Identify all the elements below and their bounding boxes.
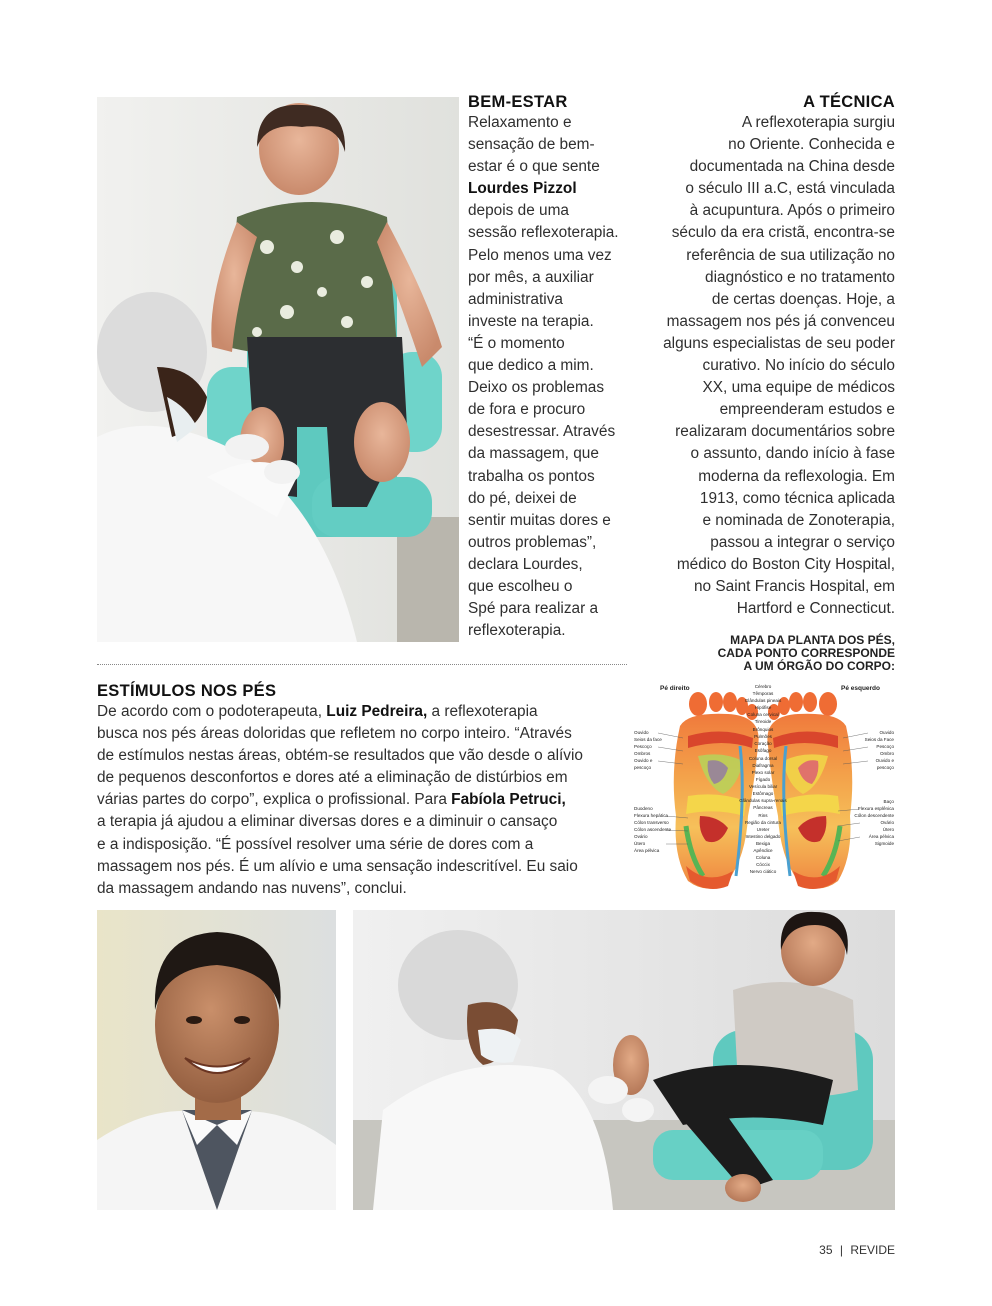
- tecnica-line: de certas doenças. Hoje, a: [711, 290, 895, 308]
- bem-estar-line-name: Lourdes Pizzol: [468, 180, 577, 198]
- organ-label: Cólon transverso: [634, 820, 669, 825]
- estimulos-body: [97, 701, 622, 900]
- organ-label: Seios da face: [634, 737, 662, 742]
- organ-label: Cólon descendente: [854, 813, 894, 818]
- organ-label: Esôfago: [754, 748, 772, 753]
- bem-estar-line: depois de uma: [468, 202, 569, 220]
- organ-label: Sigmoide: [874, 841, 894, 846]
- tecnica-line: realizaram documentários sobre: [675, 423, 895, 441]
- organ-label: Ombros: [634, 751, 651, 756]
- organ-label: Pulmões: [754, 734, 772, 739]
- bem-estar-section: [468, 93, 638, 642]
- organ-label: Cólon ascendente: [634, 827, 672, 832]
- tecnica-line: alguns especialistas de seu poder: [663, 334, 895, 352]
- tecnica-line: diagnóstico e no tratamento: [705, 268, 895, 286]
- estimulos-name-fabiola: Fabíola Petruci,: [451, 791, 566, 809]
- section-divider: [97, 664, 627, 665]
- organ-label: pescoço: [876, 765, 894, 770]
- bem-estar-line: sensação de bem-: [468, 136, 595, 154]
- magazine-name: REVIDE: [850, 1243, 895, 1257]
- estimulos-text: De acordo com o podoterapeuta,: [97, 703, 327, 720]
- organ-label: Flexura esplênica: [857, 806, 894, 811]
- bem-estar-line: “É o momento: [468, 334, 565, 352]
- foot-map-left-title: Pé direito: [660, 685, 690, 692]
- estimulos-line: e a indisposição. “É possível resolver uma série de dores com a: [97, 835, 534, 853]
- estimulos-line: a terapia já ajudou a eliminar diversas dores e a diminuir o cansaço: [97, 813, 558, 831]
- organ-label: Nervo ciático: [749, 869, 777, 874]
- organ-label: Glândulas supra-renais: [739, 798, 787, 803]
- bem-estar-line: por mês, a auxiliar: [468, 268, 594, 286]
- tecnica-line: moderna da reflexologia. Em: [698, 467, 895, 485]
- organ-label: Útero: [634, 841, 646, 846]
- organ-label: Cóccix: [756, 862, 770, 867]
- organ-label: pescoço: [634, 765, 652, 770]
- organ-label: Ouvido: [634, 730, 649, 735]
- map-caption-line: A UM ÓRGÃO DO CORPO:: [743, 659, 895, 673]
- photo-fabiola-art: [353, 910, 895, 1210]
- organ-label: Têmporas: [752, 691, 774, 696]
- bem-estar-line: que dedico a mim.: [468, 357, 594, 375]
- bem-estar-line: trabalha os pontos: [468, 467, 595, 485]
- tecnica-line: XX, uma equipe de médicos: [702, 379, 895, 397]
- bem-estar-line: do pé, deixei de: [468, 489, 577, 507]
- bem-estar-line: Pelo menos uma vez: [468, 246, 612, 264]
- tecnica-line: médico do Boston City Hospital,: [676, 555, 895, 573]
- estimulos-line: massagem nos pés. É um alívio e uma sensação indescritível. Eu saio: [97, 857, 578, 875]
- organ-label: Bexiga: [755, 841, 771, 846]
- page-number: 35: [819, 1243, 833, 1257]
- organ-label: Ouvido e: [875, 758, 894, 763]
- organ-label: Glândulas pineais: [744, 698, 782, 703]
- organ-label: Ouvido e: [634, 758, 653, 763]
- right-foot-shape: [674, 692, 759, 889]
- tecnica-line: no Oriente. Conhecida e: [728, 136, 895, 154]
- bem-estar-line: Spé para realizar a: [468, 600, 599, 618]
- bem-estar-line: Relaxamento e: [468, 114, 572, 131]
- tecnica-line: A reflexoterapia surgiu: [741, 114, 895, 131]
- organ-label: Seios da Face: [864, 737, 894, 742]
- estimulos-line: de pequenos desconfortos e dores até a eliminação de distúrbios em: [97, 769, 568, 787]
- bem-estar-line: sessão reflexoterapia.: [468, 224, 619, 242]
- organ-label: Flexura hepática: [634, 813, 668, 818]
- estimulos-line: da massagem andando nas nuvens”, conclui.: [97, 879, 407, 897]
- map-caption-line: CADA PONTO CORRESPONDE: [717, 646, 895, 660]
- left-foot-shape: [767, 692, 852, 889]
- organ-label: Ombro: [879, 751, 894, 756]
- tecnica-line: e nominada de Zonoterapia,: [702, 511, 895, 529]
- organ-label: Pescoço: [876, 744, 894, 749]
- tecnica-line: empreenderam estudos e: [719, 401, 895, 419]
- bem-estar-heading: BEM-ESTAR: [468, 93, 568, 111]
- organ-label: Rins: [758, 813, 768, 818]
- organ-label: Diafragma: [752, 763, 774, 768]
- organ-label: Ureter: [756, 827, 770, 832]
- photo-luiz-pedreira: [97, 910, 336, 1210]
- organ-label: Coluna dorsal: [748, 756, 778, 761]
- tecnica-line: o século III a.C, está vinculada: [685, 180, 895, 198]
- tecnica-line: o assunto, dando início à fase: [690, 445, 895, 463]
- organ-label: Duodeno: [634, 806, 653, 811]
- organ-label: Área pélvica: [868, 834, 894, 839]
- organ-label: Hipófise: [754, 705, 772, 710]
- organ-label: Pescoço: [634, 744, 652, 749]
- estimulos-line: [97, 701, 622, 723]
- organ-label: Plexo solar: [751, 770, 775, 775]
- organ-label: Coluna cervical: [747, 712, 779, 717]
- tecnica-line: documentada na China desde: [689, 158, 895, 176]
- reflexology-foot-map: [628, 676, 898, 900]
- map-caption: [660, 634, 895, 673]
- organ-label: Fígado: [755, 777, 771, 782]
- organ-label: Vesícula biliar: [748, 784, 778, 789]
- bem-estar-line: investe na terapia.: [468, 312, 594, 330]
- organ-label: Útero: [882, 827, 894, 832]
- foot-map-drawing: [628, 676, 898, 900]
- tecnica-line: século da era cristã, encontra-se: [671, 224, 895, 242]
- organ-label: Intestino delgado: [745, 834, 781, 839]
- organ-label: Cérebro: [754, 684, 772, 689]
- organ-label: Ovário: [634, 834, 648, 839]
- tecnica-line: curativo. No início do século: [702, 357, 895, 375]
- bem-estar-line: desestressar. Através: [468, 423, 616, 441]
- organ-label: Tireoide: [754, 719, 772, 724]
- footer-separator: |: [839, 1243, 843, 1257]
- bem-estar-line: de fora e procuro: [468, 401, 586, 419]
- bem-estar-line: Deixo os problemas: [468, 379, 605, 397]
- bem-estar-line: reflexoterapia.: [468, 622, 566, 640]
- tecnica-line: no Saint Francis Hospital, em: [693, 577, 895, 595]
- bem-estar-line: declara Lourdes,: [468, 555, 583, 573]
- tecnica-line: 1913, como técnica aplicada: [699, 489, 895, 507]
- tecnica-line: referência de sua utilização no: [686, 246, 895, 264]
- estimulos-heading: ESTÍMULOS NOS PÉS: [97, 682, 277, 700]
- left-foot-side-labels: [854, 730, 894, 846]
- bem-estar-line: da massagem, que: [468, 445, 599, 463]
- organ-label: Baço: [883, 799, 894, 804]
- tecnica-heading: A TÉCNICA: [803, 93, 895, 111]
- photo-lourdes-session: [97, 97, 459, 642]
- tecnica-line: massagem nos pés já convenceu: [666, 312, 895, 330]
- organ-label: Região da cintura: [744, 820, 782, 825]
- page-footer: [819, 1243, 895, 1257]
- organ-label: Ouvido: [879, 730, 894, 735]
- estimulos-text: a reflexoterapia: [427, 703, 538, 720]
- bem-estar-line: outros problemas”,: [468, 533, 597, 551]
- photo-lourdes-art: [97, 97, 459, 642]
- tecnica-body: [645, 112, 895, 620]
- estimulos-line: [97, 789, 622, 811]
- bem-estar-line: estar é o que sente: [468, 158, 600, 176]
- organ-label: Pâncreas: [753, 805, 773, 810]
- map-caption-line: MAPA DA PLANTA DOS PÉS,: [730, 633, 895, 647]
- tecnica-section: [645, 93, 895, 620]
- organ-label: Apêndice: [753, 848, 773, 853]
- bem-estar-body: [468, 112, 638, 642]
- organ-label: Coluna: [755, 855, 771, 860]
- tecnica-line: Hartford e Connecticut.: [736, 600, 895, 618]
- estimulos-text: várias partes do corpo”, explica o profissional. Para: [97, 791, 452, 809]
- bem-estar-line: sentir muitas dores e: [468, 511, 611, 529]
- organ-label: Coração: [754, 741, 772, 746]
- organ-label: Brônquios: [752, 727, 774, 732]
- estimulos-name-luiz: Luiz Pedreira,: [326, 703, 428, 720]
- organ-label: Área pélvica: [634, 848, 660, 853]
- bem-estar-line: administrativa: [468, 290, 563, 308]
- estimulos-line: de estímulos nestas áreas, obtém-se resultados que vão desde o alívio: [97, 747, 583, 765]
- estimulos-section: [97, 682, 622, 900]
- photo-luiz-art: [97, 910, 336, 1210]
- organ-label: Ovário: [880, 820, 894, 825]
- photo-fabiola-session: [353, 910, 895, 1210]
- foot-map-right-title: Pé esquerdo: [840, 685, 880, 692]
- tecnica-line: à acupuntura. Após o primeiro: [689, 202, 895, 220]
- bem-estar-line: que escolheu o: [468, 577, 573, 595]
- estimulos-line: busca nos pés áreas doloridas que refletem no corpo inteiro. “Através: [97, 725, 572, 743]
- organ-label: Estômago: [752, 791, 774, 796]
- tecnica-line: passou a integrar o serviço: [710, 533, 895, 551]
